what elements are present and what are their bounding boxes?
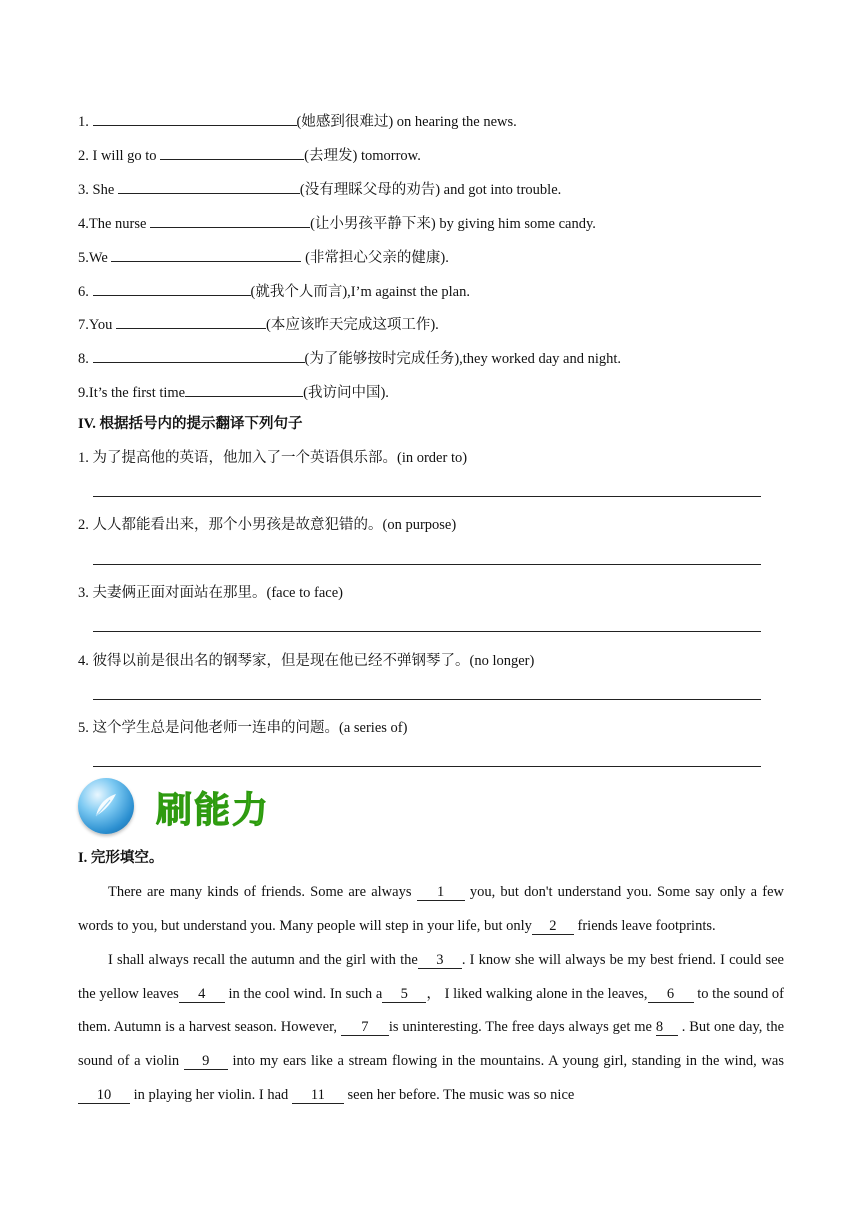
item-hint: (没有理睬父母的劝告) and got into trouble. [299,182,562,198]
cloze-blank[interactable]: 5 [382,986,426,1003]
item-prefix: 2. I will go to [78,148,161,164]
item-hint: (为了能够按时完成任务),they worked day and night. [304,351,622,367]
translation-item-3: 3. 夫妻俩正面对面站在那里。(face to face) [78,585,343,601]
cloze-blank[interactable]: 1 [417,884,465,901]
banner-title: 刷能力 [156,790,271,831]
cloze-blank[interactable]: 7 [341,1019,389,1036]
answer-blank[interactable] [118,178,300,194]
fill-blank-item [78,110,517,132]
item-hint: (就我个人而言),I’m against the plan. [250,284,470,300]
answer-blank[interactable] [93,110,297,126]
item-hint: (让小男孩平静下来) by giving him some candy. [310,216,596,232]
translation-item-2: 2. 人人都能看出来，那个小男孩是故意犯错的。(on purpose) [78,517,457,533]
translation-item-5: 5. 这个学生总是问他老师一连串的问题。(a series of) [78,720,408,736]
cloze-blank[interactable]: 3 [418,952,462,969]
cloze-heading: I. 完形填空。 [78,850,164,866]
cloze-blank[interactable]: 9 [184,1053,228,1070]
item-prefix: 9.It’s the first time [78,385,186,401]
fill-blank-item [78,347,621,369]
fill-blank-item [78,280,470,302]
answer-line-2[interactable] [93,564,761,565]
fill-blank-item [78,178,561,200]
cloze-blank[interactable]: 6 [648,986,694,1003]
answer-blank[interactable] [116,313,266,329]
item-hint: (非常担心父亲的健康). [301,250,449,266]
answer-blank[interactable] [93,280,251,296]
item-prefix: 3. She [78,182,118,198]
translation-item-1: 1. 为了提高他的英语，他加入了一个英语俱乐部。(in order to) [78,450,468,466]
answer-blank[interactable] [111,246,301,262]
cloze-blank[interactable]: 4 [179,986,225,1003]
fill-blank-item [78,381,389,403]
item-hint: (她感到很难过) on hearing the news. [296,114,517,130]
answer-blank[interactable] [150,212,310,228]
cloze-blank[interactable]: 11 [292,1087,344,1104]
fill-blank-item [78,212,596,234]
section-4-heading: IV. 根据括号内的提示翻译下列句子 [78,416,303,432]
item-hint: (去理发) tomorrow. [304,148,421,164]
translation-item-4: 4. 彼得以前是很出名的钢琴家，但是现在他已经不弹钢琴了。(no longer) [78,653,535,669]
answer-blank[interactable] [93,347,305,363]
fill-blank-item [78,144,421,166]
item-prefix: 8. [78,351,93,367]
cloze-blank[interactable]: 10 [78,1087,130,1104]
answer-blank[interactable] [160,144,304,160]
item-prefix: 7.You [78,317,117,333]
answer-line-3[interactable] [93,631,761,632]
fill-blank-item [78,246,449,268]
answer-line-4[interactable] [93,699,761,700]
cloze-blank[interactable]: 8 [656,1019,678,1036]
fill-blank-item [78,313,439,335]
item-prefix: 5.We [78,250,112,266]
ability-banner [78,776,378,836]
cloze-paragraph-2: I shall always recall the autumn and the girl with the 3 . I know she will always be my best friend. I could see the yellow leaves 4 in the cool wind. In such a 5 ， I liked walking alone in the leaves, 6 to the sound of them. Autumn is a harvest season. However, 7 is uninteresting. The free days always get me 8 . But one day, the sound of a violin 9 into my ears like a stream flowing in the mountains. A young girl, standing in the wind, was 10 in playing her violin. I had 11 seen her before. The music was so nice [78,952,785,1103]
item-prefix: 6. [78,284,93,300]
cloze-paragraph-1: There are many kinds of friends. Some are always 1 you, but don't understand you. Some say only a few words to you, but understand you. Many people will step in your life, but only 2 friends leave footprints. [78,884,784,934]
answer-blank[interactable] [185,381,303,397]
item-hint: (本应该昨天完成这项工作). [266,317,439,333]
cloze-blank[interactable]: 2 [532,918,574,935]
item-hint: (我访问中国). [303,385,389,401]
item-prefix: 4.The nurse [78,216,151,232]
feather-orb-icon [78,778,134,834]
answer-line-1[interactable] [93,496,761,497]
answer-line-5[interactable] [93,766,761,767]
item-prefix: 1. [78,114,93,130]
